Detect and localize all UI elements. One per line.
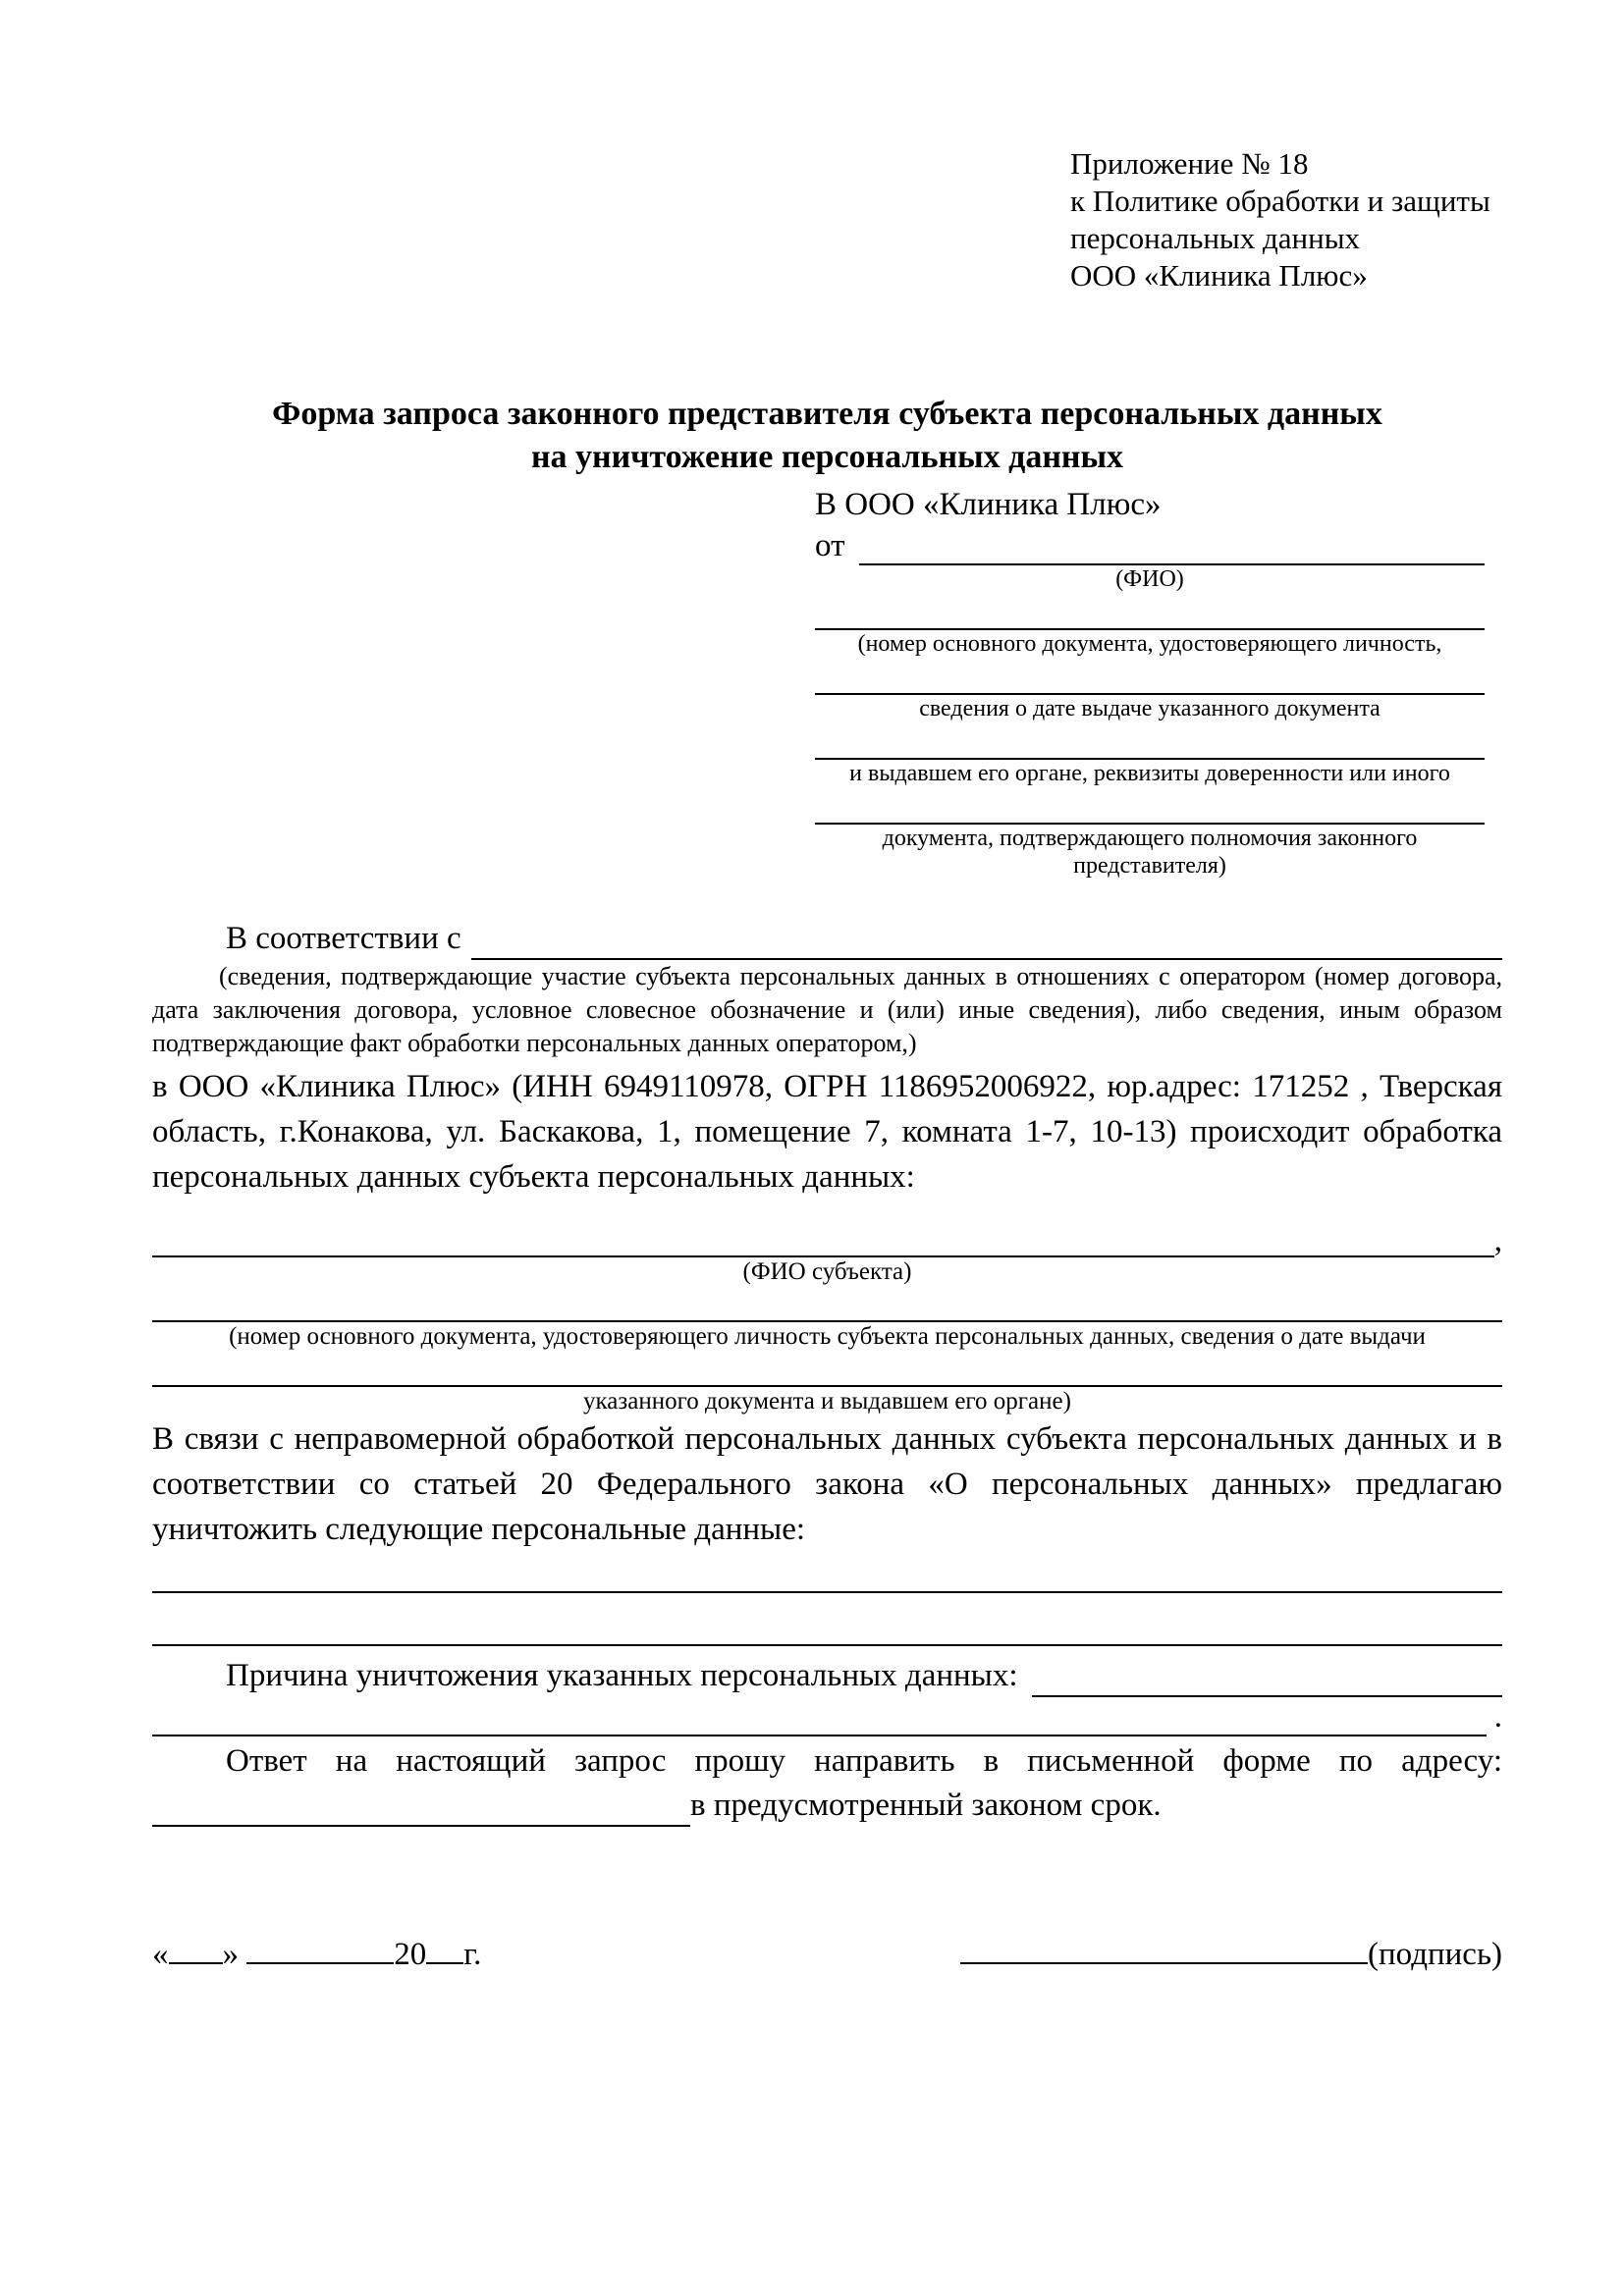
subject-fio-row bbox=[152, 1225, 1502, 1257]
signature-row bbox=[152, 1933, 1502, 1974]
accordance-label: В соответствии с bbox=[226, 921, 461, 956]
date-year-suffix: г. bbox=[463, 1937, 482, 1972]
signature-field[interactable] bbox=[960, 1933, 1368, 1964]
answer-paragraph: Ответ на настоящий запрос прошу направить в письменной форме по адресу: bbox=[226, 1743, 1502, 1779]
accordance-note: (сведения, подтверждающие участие субъекта персональных данных в отношениях с оператором (номер договора, дата заключения договора, условное словесное обозначение и (или) иные сведения), либо сведения, иным образом подтверждающие факт обработки персональных данных оператором,) bbox=[152, 962, 1502, 1057]
date-block bbox=[152, 1933, 481, 1974]
document-caption-1: (номер основного документа, удостоверяющего личность, bbox=[857, 631, 1442, 657]
signature-block bbox=[960, 1933, 1502, 1974]
request-paragraph: В связи с неправомерной обработкой персональных данных субъекта персональных данных и в соответствии со статьей 20 Федерального закона «О персональных данных» предлагаю уничтожить следующие персональные данные: bbox=[152, 1421, 1502, 1547]
date-day-field[interactable] bbox=[169, 1933, 223, 1964]
comma-char: , bbox=[1493, 1223, 1502, 1258]
from-row bbox=[815, 526, 1485, 565]
date-year-field[interactable] bbox=[426, 1933, 463, 1964]
signature-caption: (подпись) bbox=[1368, 1937, 1502, 1972]
addressee-block bbox=[815, 483, 1485, 880]
document-content bbox=[152, 145, 1502, 1974]
representative-document-field-4[interactable] bbox=[815, 799, 1485, 825]
subject-document-field-1[interactable] bbox=[152, 1287, 1502, 1322]
subject-document-caption-2: указанного документа и выдавшем его органе) bbox=[583, 1388, 1071, 1415]
date-quote-open: « bbox=[152, 1937, 169, 1972]
appendix-policy-line2: персональных данных bbox=[1070, 221, 1361, 255]
reason-row-2 bbox=[152, 1697, 1502, 1736]
operator-paragraph: в ООО «Клиника Плюс» (ИНН 6949110978, ОГРН 1186952006922, юр.адрес: 171252 , Тверская область, г.Конакова, ул. Баскакова, 1, помещение 7, комната 1-7, 10-13) происходит обработка персональных данных субъекта персональных данных: bbox=[152, 1069, 1502, 1195]
answer-address-field[interactable] bbox=[152, 1791, 690, 1827]
date-year-prefix: 20 bbox=[394, 1937, 427, 1972]
document-caption-3: и выдавшем его органе, реквизиты доверенности или иного bbox=[849, 761, 1450, 786]
document-caption-4: документа, подтверждающего полномочия законного представителя) bbox=[882, 826, 1418, 879]
representative-document-field-3[interactable] bbox=[815, 734, 1485, 760]
reason-field-1[interactable] bbox=[1032, 1695, 1502, 1697]
form-title bbox=[152, 393, 1502, 479]
reason-row bbox=[152, 1654, 1502, 1697]
document-caption-2: сведения о дате выдаче указанного документа bbox=[919, 696, 1380, 721]
appendix-number: Приложение № 18 bbox=[1070, 146, 1309, 181]
reason-field-2[interactable] bbox=[152, 1735, 1487, 1736]
form-title-line-2: на уничтожение персональных данных bbox=[530, 439, 1124, 475]
answer-tail: в предусмотренный законом срок. bbox=[690, 1788, 1162, 1823]
personal-data-field-1[interactable] bbox=[152, 1552, 1502, 1593]
date-month-field[interactable] bbox=[246, 1933, 394, 1964]
representative-document-field-2[interactable] bbox=[815, 669, 1485, 695]
answer-address-row bbox=[152, 1784, 1502, 1827]
addressee-org: В ООО «Клиника Плюс» bbox=[815, 487, 1162, 522]
period-char: . bbox=[1493, 1699, 1502, 1735]
representative-document-field-1[interactable] bbox=[815, 605, 1485, 630]
accordance-row bbox=[152, 917, 1502, 960]
personal-data-field-2[interactable] bbox=[152, 1593, 1502, 1646]
appendix-header bbox=[1070, 145, 1502, 294]
fio-caption: (ФИО) bbox=[1115, 566, 1184, 592]
subject-document-field-2[interactable] bbox=[152, 1352, 1502, 1387]
appendix-policy-line: к Политике обработки и защиты bbox=[1070, 184, 1490, 218]
appendix-org-name: ООО «Клиника Плюс» bbox=[1070, 258, 1368, 293]
from-label: от bbox=[815, 528, 845, 563]
date-quote-close: » bbox=[222, 1937, 239, 1972]
subject-document-caption-1: (номер основного документа, удостоверяющего личность субъекта персональных данных, сведения о дате выдачи bbox=[229, 1323, 1426, 1350]
reason-label: Причина уничтожения указанных персональных данных: bbox=[226, 1658, 1018, 1693]
subject-fio-caption: (ФИО субъекта) bbox=[742, 1258, 912, 1285]
form-title-line-1: Форма запроса законного представителя субъекта персональных данных bbox=[272, 396, 1382, 432]
